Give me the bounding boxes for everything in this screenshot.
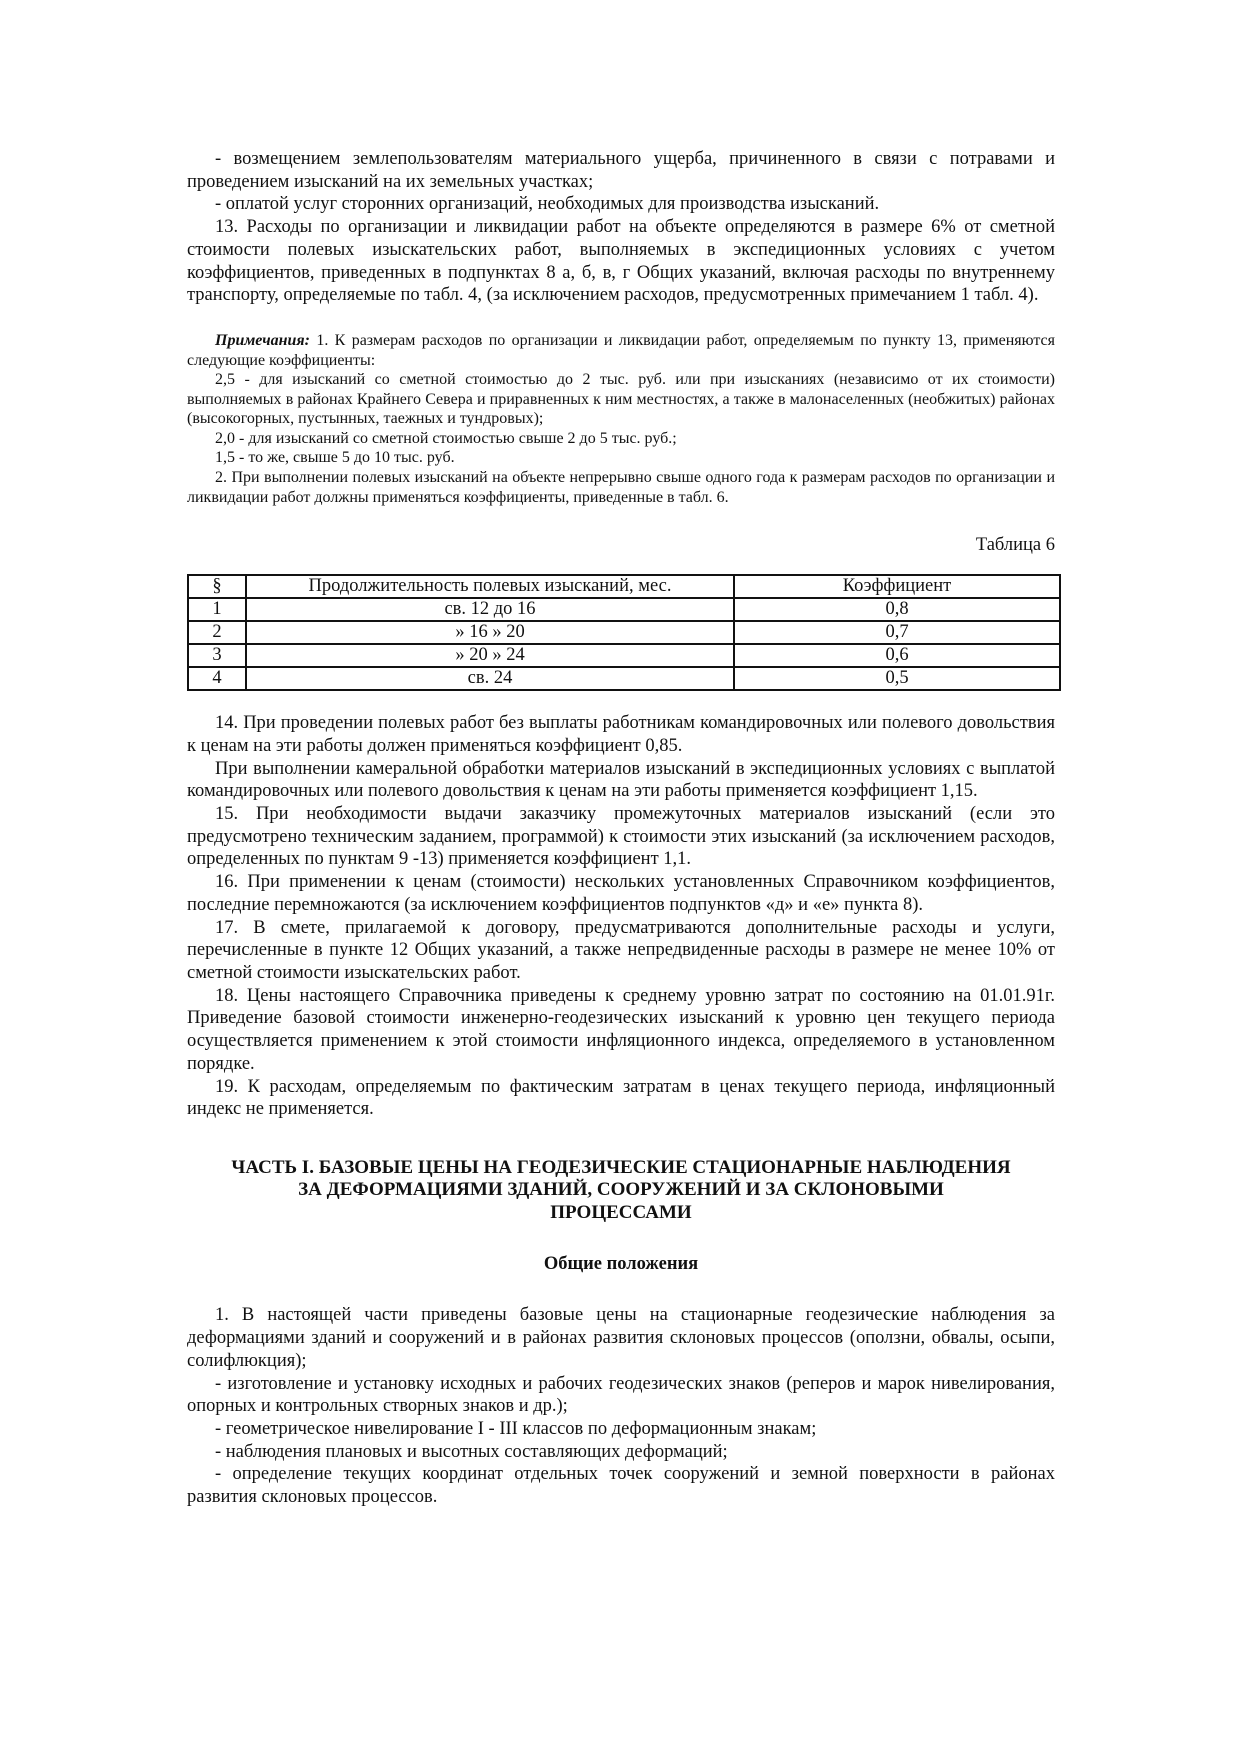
table-header-row xyxy=(188,575,1060,598)
table-cell: 0,8 xyxy=(734,598,1060,621)
paragraph: - оплатой услуг сторонних организаций, необходимых для производства изысканий. xyxy=(215,194,880,215)
note-paragraph: 2,5 - для изысканий со сметной стоимостью до 2 тыс. руб. или при изысканиях (независимо от их стоимости) выполняемых в районах Крайнего Севера и приравненных к ним местностях, а также в малонаселенных (необжитых) районах (высокогорных, пустынных, таежных и тундровых); xyxy=(187,371,1055,428)
paragraph: - наблюдения плановых и высотных составляющих деформаций; xyxy=(215,1441,728,1462)
table-row xyxy=(188,667,1060,690)
paragraph: 14. При проведении полевых работ без выплаты работникам командировочных или полевого довольствия к ценам на эти работы должен применяться коэффициент 0,85. xyxy=(187,713,1055,756)
table-cell: 0,7 xyxy=(734,621,1060,644)
table-header-cell: § xyxy=(188,575,246,598)
paragraph: - изготовление и установку исходных и рабочих геодезических знаков (реперов и марок нивелирования, опорных и контрольных створных знаков и др.); xyxy=(187,1373,1055,1417)
table-cell: » 16 » 20 xyxy=(246,621,734,644)
paragraph: - определение текущих координат отдельных точек сооружений и земной поверхности в районах развития склоновых процессов. xyxy=(187,1464,1055,1508)
table-cell: св. 12 до 16 xyxy=(246,598,734,621)
notes-label: Примечания: xyxy=(215,331,310,349)
paragraph: 13. Расходы по организации и ликвидации работ на объекте определяются в размере 6% от сметной стоимости полевых изыскательских работ, выполняемых в экспедиционных условиях с учетом коэффициентов, приведенных в подпунктах 8 а, б, в, г Общих указаний, включая расходы по внутреннему транспорту, определяемые по табл. 4, (за исключением расходов, предусмотренных примечанием 1 табл. 4). xyxy=(187,217,1055,306)
note-paragraph: 2,0 - для изысканий со сметной стоимостью свыше 2 до 5 тыс. руб.; xyxy=(215,429,677,447)
table-cell: » 20 » 24 xyxy=(246,644,734,667)
table-caption: Таблица 6 xyxy=(975,535,1055,556)
note-paragraph xyxy=(187,331,1055,370)
table-cell: 1 xyxy=(188,598,246,621)
paragraph: - возмещением землепользователям материального ущерба, причиненного в связи с потравами и проведением изысканий на их земельных участках; xyxy=(187,149,1055,192)
paragraph: 17. В смете, прилагаемой к договору, предусматриваются дополнительные расходы и услуги, перечисленные в пункте 12 Общих указаний, а также непредвиденные расходы в размере не менее 10% от сметной стоимости изыскательских работ. xyxy=(187,917,1055,983)
table-cell: 3 xyxy=(188,644,246,667)
table-cell: 4 xyxy=(188,667,246,690)
paragraph: - геометрическое нивелирование I - III классов по деформационным знакам; xyxy=(215,1418,817,1439)
table-cell: 0,5 xyxy=(734,667,1060,690)
table-cell: 0,6 xyxy=(734,644,1060,667)
table-row xyxy=(188,621,1060,644)
section-title: Общие положения xyxy=(543,1254,699,1275)
coefficient-table xyxy=(187,574,1061,691)
paragraph: 18. Цены настоящего Справочника приведены к среднему уровню затрат по состоянию на 01.01.91г. Приведение базовой стоимости инженерно-геодезических изысканий к уровню цен текущего периода осуществляется применением к этой стоимости инфляционного индекса, определяемого в установленном порядке. xyxy=(187,985,1055,1074)
table-row xyxy=(188,644,1060,667)
note-text: 1. К размерам расходов по организации и ликвидации работ, определяемым по пункту 13, применяются следующие коэффициенты: xyxy=(187,331,1055,369)
table-header-cell: Продолжительность полевых изысканий, мес. xyxy=(246,575,734,598)
paragraph: 16. При применении к ценам (стоимости) нескольких установленных Справочником коэффициентов, последние перемножаются (за исключением коэффициентов подпунктов «д» и «е» пункта 8). xyxy=(187,872,1055,915)
general-provisions-text xyxy=(187,1304,1055,1508)
main-text xyxy=(187,712,1055,1121)
table-cell: св. 24 xyxy=(246,667,734,690)
note-paragraph: 2. При выполнении полевых изысканий на объекте непрерывно свыше одного года к размерам расходов по организации и ликвидации работ должны применяться коэффициенты, приведенные в табл. 6. xyxy=(187,469,1055,506)
part-title: ЧАСТЬ I. БАЗОВЫЕ ЦЕНЫ НА ГЕОДЕЗИЧЕСКИЕ СТАЦИОНАРНЫЕ НАБЛЮДЕНИЯ ЗА ДЕФОРМАЦИЯМИ ЗДАНИЙ, СООРУЖЕНИЙ И ЗА СКЛОНОВЫМИ ПРОЦЕССАМИ xyxy=(231,1156,1011,1223)
paragraph: При выполнении камеральной обработки материалов изысканий в экспедиционных условиях с выплатой командировочных или полевого довольствия к ценам на эти работы применяется коэффициент 1,15. xyxy=(187,758,1055,802)
notes-block xyxy=(187,331,1055,507)
note-paragraph: 1,5 - то же, свыше 5 до 10 тыс. руб. xyxy=(215,449,455,467)
document-page xyxy=(187,148,1055,1509)
paragraph: 1. В настоящей части приведены базовые цены на стационарные геодезические наблюдения за деформациями зданий и сооружений и в районах развития склоновых процессов (оползни, обвалы, осыпи, солифлюкция); xyxy=(187,1305,1055,1371)
table-row xyxy=(188,598,1060,621)
paragraph: 19. К расходам, определяемым по фактическим затратам в ценах текущего периода, инфляционный индекс не применяется. xyxy=(187,1076,1055,1120)
paragraph: 15. При необходимости выдачи заказчику промежуточных материалов изысканий (если это предусмотрено техническим заданием, программой) к стоимости этих изысканий (за исключением расходов, определенных по пунктам 9 -13) применяется коэффициент 1,1. xyxy=(187,804,1055,870)
table-header-cell: Коэффициент xyxy=(734,575,1060,598)
table-cell: 2 xyxy=(188,621,246,644)
